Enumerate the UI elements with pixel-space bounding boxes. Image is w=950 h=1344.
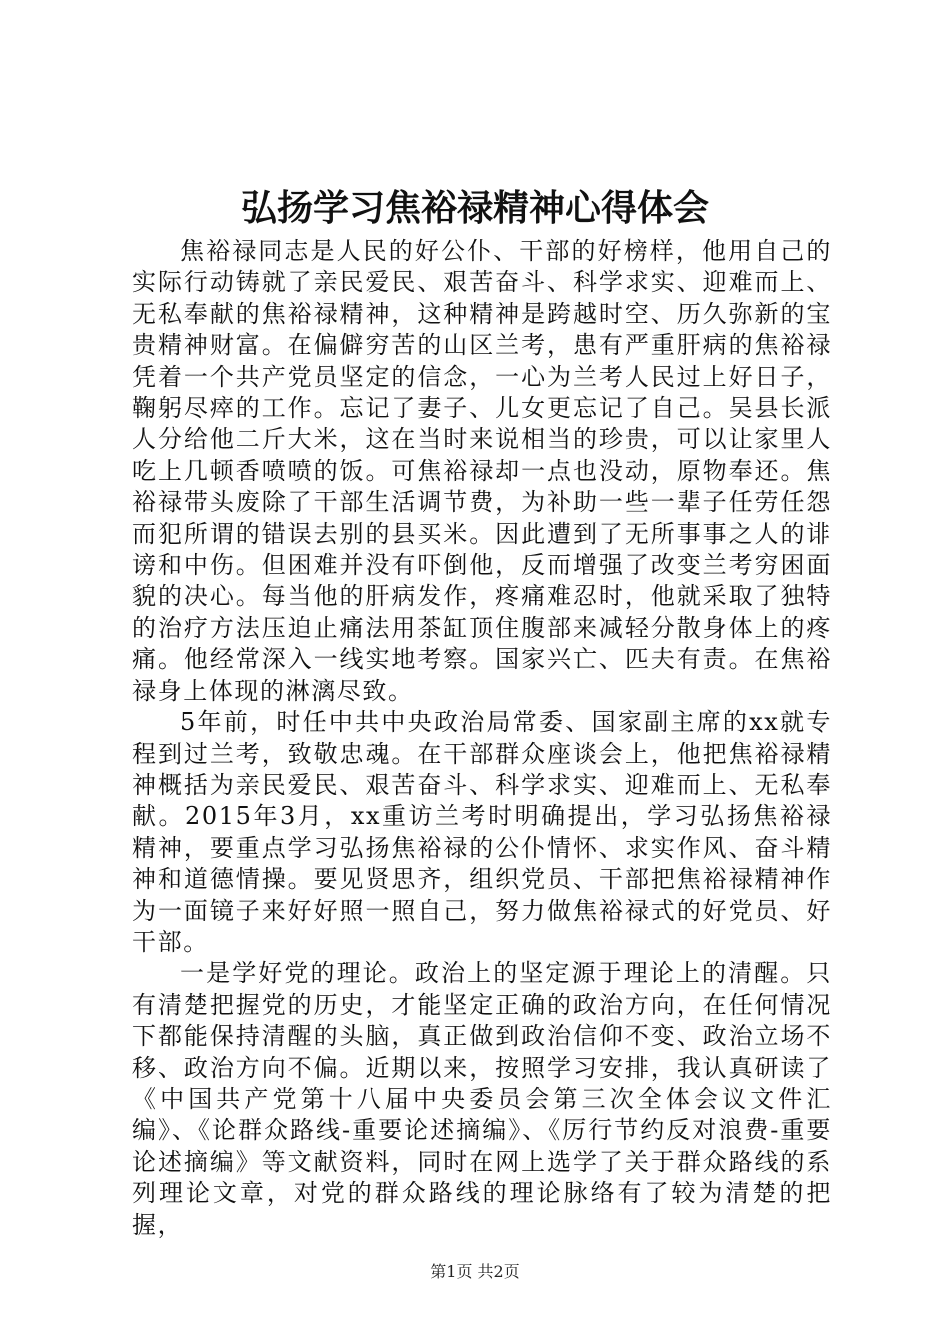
paragraph-1: 焦裕禄同志是人民的好公仆、干部的好榜样，他用自己的实际行动铸就了亲民爱民、艰苦奋斗、科学求实、迎难而上、无私奉献的焦裕禄精神，这种精神是跨越时空、历久弥新的宝贵精神财富。在偏僻穷苦的山区兰考，患有严重肝病的焦裕禄凭着一个共产党员坚定的信念，一心为兰考人民过上好日子，鞠躬尽瘁的工作。忘记了妻子、儿女更忘记了自己。吴县长派人分给他二斤大米，这在当时来说相当的珍贵，可以让家里人吃上几顿香喷喷的饭。可焦裕禄却一点也没动，原物奉还。焦裕禄带头废除了干部生活调节费，为补助一些一辈子任劳任怨而犯所谓的错误去别的县买米。因此遭到了无所事事之人的诽谤和中伤。但困难并没有吓倒他，反而增强了改变兰考穷困面貌的决心。每当他的肝病发作，疼痛难忍时，他就采取了独特的治疗方法压迫止痛法用茶缸顶住腹部来减轻分散身体上的疼痛。他经常深入一线实地考察。国家兴亡、匹夫有责。在焦裕禄身上体现的淋漓尽致。 bbox=[132, 237, 832, 705]
document-body bbox=[132, 236, 832, 1241]
document-title: 弘扬学习焦裕禄精神心得体会 bbox=[240, 188, 709, 229]
paragraph-3: 一是学好党的理论。政治上的坚定源于理论上的清醒。只有清楚把握党的历史，才能坚定正确的政治方向，在任何情况下都能保持清醒的头脑，真正做到政治信仰不变、政治立场不移、政治方向不偏。近期以来，按照学习安排，我认真研读了《中国共产党第十八届中央委员会第三次全体会议文件汇编》、《论群众路线-重要论述摘编》、《厉行节约反对浪费-重要论述摘编》等文献资料，同时在网上选学了关于群众路线的系列理论文章，对党的群众路线的理论脉络有了较为清楚的把握， bbox=[132, 959, 832, 1239]
paragraph-2: 5年前，时任中共中央政治局常委、国家副主席的xx就专程到过兰考，致敬忠魂。在干部群众座谈会上，他把焦裕禄精神概括为亲民爱民、艰苦奋斗、科学求实、迎难而上、无私奉献。2015年3月，xx重访兰考时明确提出，学习弘扬焦裕禄精神，要重点学习弘扬焦裕禄的公仆情怀、求实作风、奋斗精神和道德情操。要见贤思齐，组织党员、干部把焦裕禄精神作为一面镜子来好好照一照自己，努力做焦裕禄式的好党员、好干部。 bbox=[132, 708, 832, 956]
page-number-footer: 第1页 共2页 bbox=[430, 1262, 520, 1281]
